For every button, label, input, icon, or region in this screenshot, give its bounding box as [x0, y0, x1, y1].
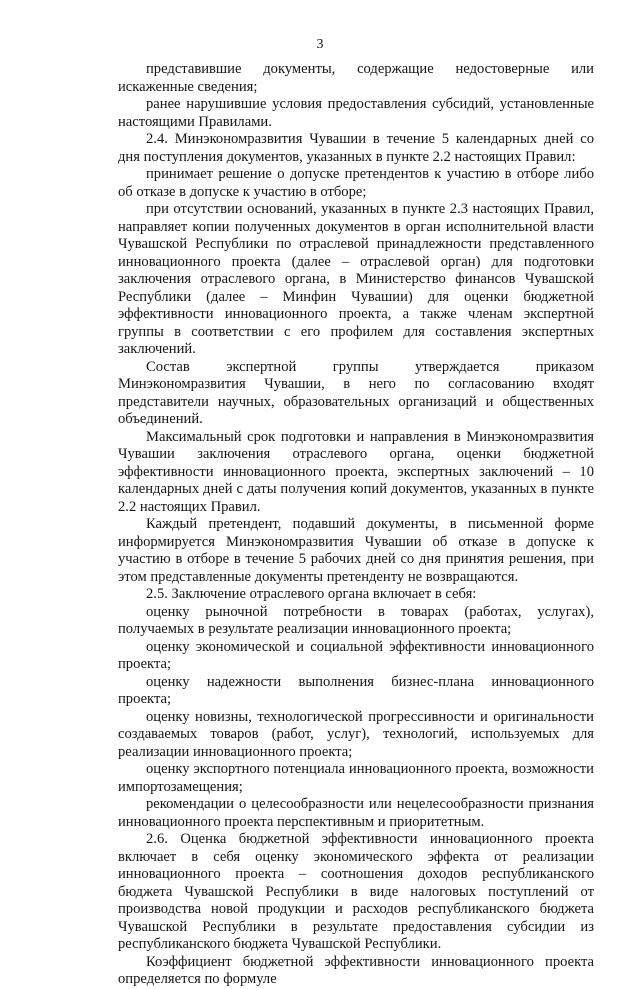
- paragraph: Коэффициент бюджетной эффективности инновационного проекта определяется по формуле: [118, 953, 594, 987]
- paragraph: рекомендации о целесообразности или нецелесообразности признания инновационного проекта перспективным и приоритетным.: [118, 796, 594, 830]
- paragraph: представившие документы, содержащие недостоверные или искаженные сведения;: [118, 61, 594, 95]
- paragraph: при отсутствии оснований, указанных в пункте 2.3 настоящих Правил, направляет копии полученных документов в орган исполнительной власти Чувашской Республики по отраслевой принадлежности представленного инновационного проекта (далее – отраслевой орган) для подготовки заключения отраслевого органа, в Министерство финансов Чувашской Республики (далее – Минфин Чувашии) для оценки бюджетной эффективности инновационного проекта, а также членам экспертной группы в соответствии с его профилем для составления экспертных заключений.: [118, 201, 594, 357]
- paragraph: принимает решение о допуске претендентов к участию в отборе либо об отказе в допуске к участию в отборе;: [118, 166, 594, 200]
- paragraph: ранее нарушившие условия предоставления субсидий, установленные настоящими Правилами.: [118, 96, 594, 130]
- paragraph: Максимальный срок подготовки и направления в Минэкономразвития Чувашии заключения отраслевого органа, оценки бюджетной эффективности инновационного проекта, экспертных заключений – 10 календарных дней с даты получения копий документов, указанных в пункте 2.2 настоящих Правил.: [118, 428, 594, 515]
- paragraph: Состав экспертной группы утверждается приказом Минэкономразвития Чувашии, в него по согласованию входят представители научных, образовательных организаций и общественных объединений.: [118, 358, 594, 427]
- document-text: [118, 61, 594, 989]
- paragraph: оценку новизны, технологической прогрессивности и оригинальности создаваемых товаров (работ, услуг), технологий, используемых для реализации инновационного проекта;: [118, 708, 594, 760]
- section-2-5-paragraph: 2.5. Заключение отраслевого органа включает в себя:: [146, 586, 477, 602]
- section-2-4-paragraph: 2.4. Минэкономразвития Чувашии в течение 5 календарных дней со дня поступления документов, указанных в пункте 2.2 настоящих Правил:: [118, 131, 594, 165]
- page-number: 3: [316, 37, 324, 52]
- section-2-6-paragraph: 2.6. Оценка бюджетной эффективности инновационного проекта включает в себя оценку экономического эффекта от реализации инновационного проекта – соотношения доходов республиканского бюджета Чувашской Республики в виде налоговых поступлений от производства новой продукции и расходов республиканского бюджета Чувашской Республики в результате предоставления субсидии из республиканского бюджета Чувашской Республики.: [118, 831, 594, 952]
- paragraph: оценку надежности выполнения бизнес-плана инновационного проекта;: [118, 673, 594, 707]
- paragraph: оценку рыночной потребности в товарах (работах, услугах), получаемых в результате реализации инновационного проекта;: [118, 603, 594, 637]
- paragraph: оценку экономической и социальной эффективности инновационного проекта;: [118, 638, 594, 672]
- paragraph: оценку экспортного потенциала инновационного проекта, возможности импортозамещения;: [118, 761, 594, 795]
- paragraph: Каждый претендент, подавший документы, в письменной форме информируется Минэкономразвития Чувашии об отказе в допуске к участию в отборе в течение 5 рабочих дней со дня принятия решения, при этом представленные документы претенденту не возвращаются.: [118, 516, 594, 585]
